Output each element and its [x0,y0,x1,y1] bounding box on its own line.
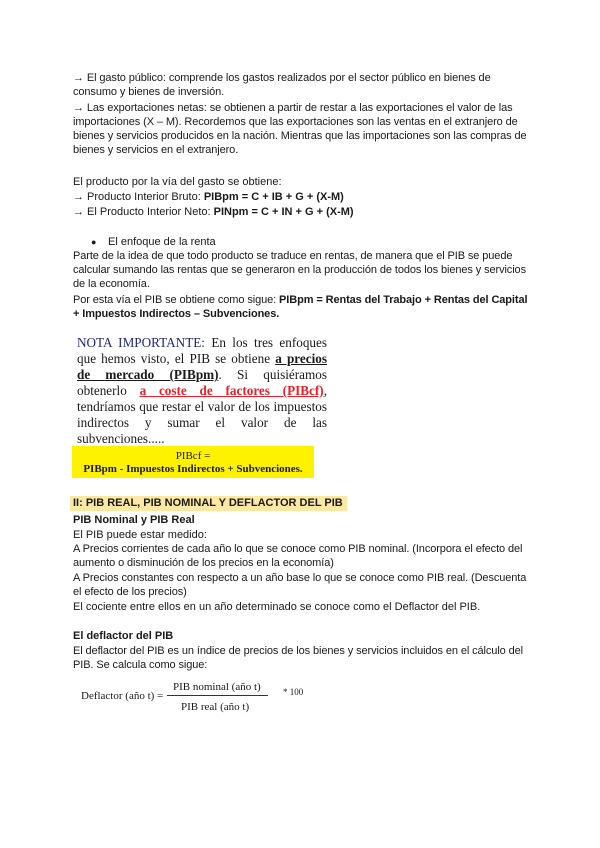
cociente-line: El cociente entre ellos en un año determinado se conoce como el Deflactor del PIB. [73,601,481,613]
section-heading: II: PIB REAL, PIB NOMINAL Y DEFLACTOR DEL PIB [70,496,347,511]
gasto-intro: El producto por la vía del gasto se obtiene: [73,176,282,188]
gasto-publico-paragraph: → El gasto público: comprende los gastos realizados por el sector público en bienes de consumo y bienes de inversión. [73,72,491,98]
pib-nominal-real-subheading: PIB Nominal y PIB Real [73,514,195,526]
pib-bruto-label: → Producto Interior Bruto: [73,191,204,203]
deflactor-lhs: Deflactor (año t) = [81,690,164,702]
nota-coste-factores: a coste de factores (PIBcf) [139,383,324,398]
deflactor-paragraph: El deflactor del PIB es un índice de precios de los bienes y servicios incluidos en el cálculo del PIB. Se calcula como sigue: [73,645,524,671]
bullet-icon: ● [91,237,97,247]
pib-bruto-formula: PIBpm = C + IB + G + (X-M) [203,191,344,203]
deflactor-numerator: PIB nominal (año t) [173,681,261,693]
nota-text-3: , tendríamos que restar el valor de los impuestos indirectos y sumar el valor de las subvenciones..... [77,383,327,446]
pibcf-formula-line2: PIBpm - Impuestos Indirectos + Subvenciones. [83,463,303,475]
renta-formula: PIBpm = Rentas del Trabajo + Rentas del Capital + Impuestos Indirectos – Subvenciones. [73,294,528,320]
pib-bruto-line [73,190,344,204]
nota-text-1: En los tres enfoques que hemos visto, el PIB se obtiene [77,335,328,366]
exportaciones-paragraph: → Las exportaciones netas: se obtienen a partir de restar a las exportaciones el valor de las importaciones (X – M). Recordemos que las exportaciones son las ventas en el extranjero de bienes y servicios producidos en la nación. Mientras que las importaciones son las compras de bienes y servicios en el extranjero. [73,102,527,156]
deflactor-factor: * 100 [283,687,304,697]
pib-medido-line: El PIB puede estar medido: [73,529,207,541]
pibcf-formula-line1: PIBcf = [175,450,211,462]
renta-formula-paragraph [73,293,533,321]
pibcf-formula-box [72,446,314,478]
pin-neto-label: → El Producto Interior Neto: [73,206,214,218]
pin-neto-formula: PINpm = C + IN + G + (X-M) [213,206,354,218]
nota-head: NOTA IMPORTANTE: [77,335,205,350]
renta-heading: El enfoque de la renta [108,236,216,248]
precios-corrientes-paragraph: A Precios corrientes de cada año lo que se conoce como PIB nominal. (Incorpora el efecto del aumento o disminución de los precios en la economía) [73,543,523,569]
pin-neto-line [73,205,354,219]
deflactor-denominator: PIB real (año t) [181,701,250,713]
fraction-bar [167,695,268,696]
deflactor-heading: El deflactor del PIB [73,630,174,642]
renta-paragraph: Parte de la idea de que todo producto se traduce en rentas, de manera que el PIB se puede calcular sumando las rentas que se generaron en la producción de todos los bienes y servicios de la economía. [73,250,526,290]
nota-precios-mercado: a precios de mercado (PIBpm) [77,351,327,382]
nota-text-2: . Si quisiéramos obtenerlo [77,367,328,398]
nota-importante [77,335,327,447]
precios-constantes-paragraph: A Precios constantes con respecto a un año base lo que se conoce como PIB real. (Descuenta el efecto de los precios) [73,572,527,598]
renta-formula-intro: Por esta vía el PIB se obtiene como sigue: [73,294,280,306]
